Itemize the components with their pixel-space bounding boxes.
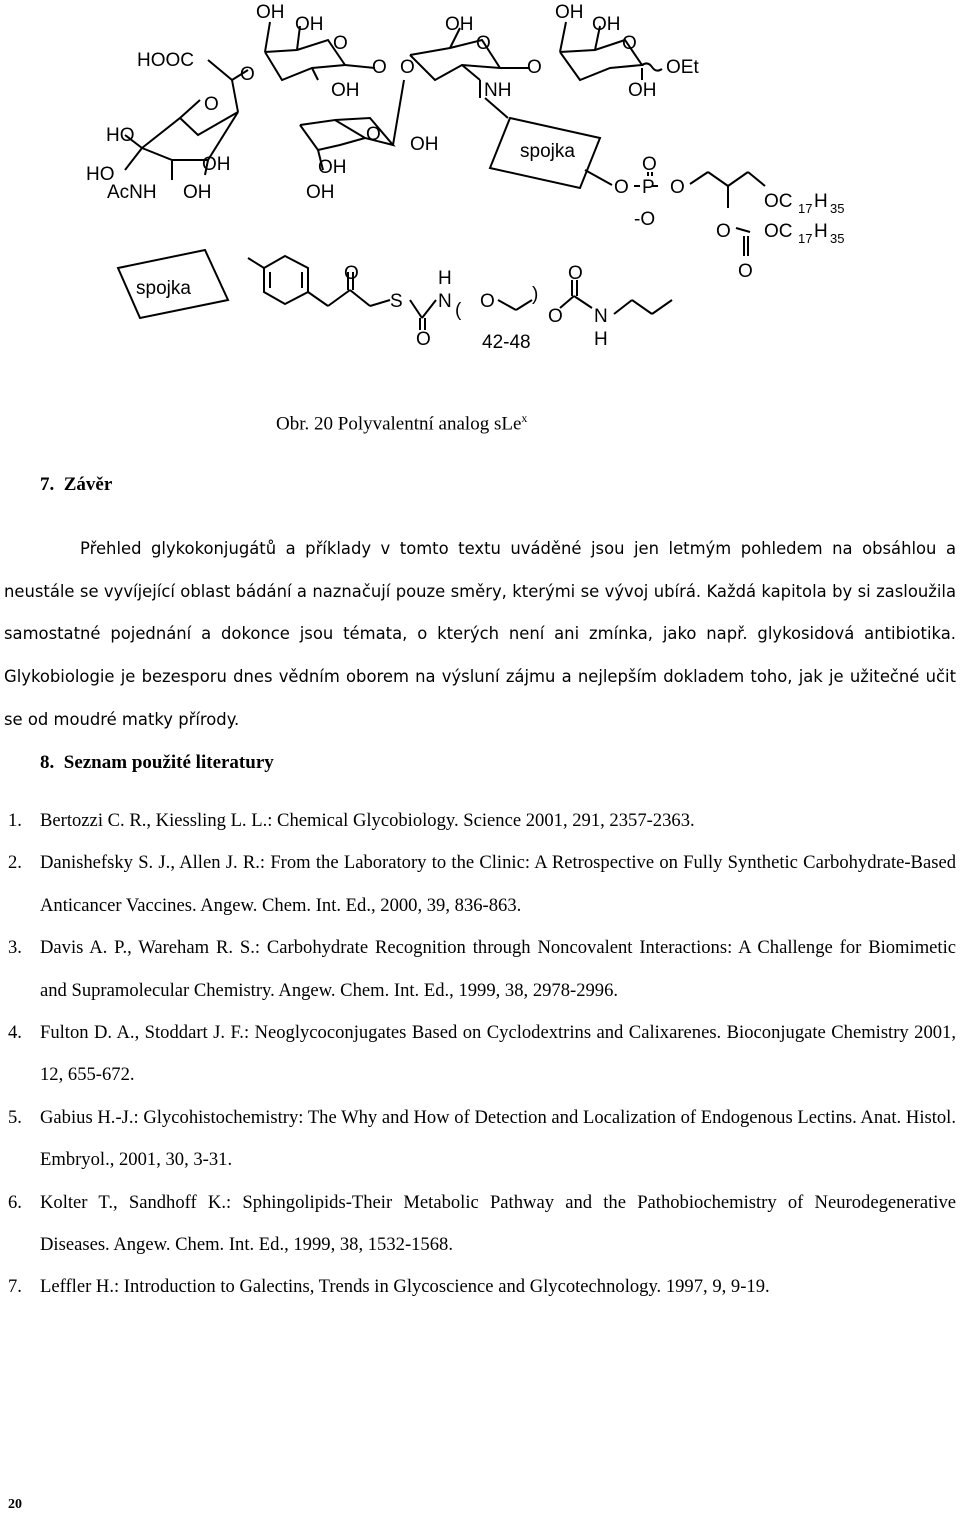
label-minus-o: -O — [634, 209, 656, 230]
label-o: O — [614, 177, 629, 198]
label-sub35: 35 — [830, 201, 845, 216]
label-o: O — [527, 57, 542, 78]
label-h: H — [438, 268, 452, 289]
label-o: O — [204, 94, 219, 115]
label-o: O — [480, 291, 495, 312]
glucosamine-residue — [410, 28, 530, 118]
reference-item — [8, 1182, 956, 1267]
reference-text: Davis A. P., Wareham R. S.: Carbohydrate Recognition through Noncovalent Interactions: A Challenge for Biomimetic and Supramolecular Chemistry. Angew. Chem. Int. Ed., 1999, 38, 2978-2996. — [40, 937, 956, 1001]
label-oh: OH — [256, 2, 285, 23]
label-o: O — [344, 263, 359, 284]
label-oh: OH — [410, 134, 439, 155]
label-h: H — [814, 191, 828, 212]
label-sub35: 35 — [830, 231, 845, 246]
label-o: O — [568, 263, 583, 284]
label-o: O — [642, 154, 657, 175]
label-oh: OH — [331, 80, 360, 101]
label-p: P — [642, 177, 655, 198]
reference-text: Gabius H.-J.: Glycohistochemistry: The Why and How of Detection and Localization of Endogenous Lectins. Anat. Histol. Embryol., 2001, 30, 3-31. — [40, 1106, 956, 1171]
caption-text: Obr. 20 Polyvalentní analog sLe — [276, 413, 522, 435]
label-o: O — [716, 221, 731, 242]
label-s: S — [390, 291, 403, 312]
reference-text: Kolter T., Sandhoff K.: Sphingolipids-Their Metabolic Pathway and the Pathobiochemistry of Neurodegenerative Diseases. Angew. Chem. Int. Ed., 1999, 38, 1532-1568. — [40, 1191, 956, 1256]
caption-sup: x — [521, 411, 528, 425]
label-oh: OH — [318, 157, 347, 178]
label-o: O — [476, 33, 491, 54]
label-h: H — [814, 221, 828, 242]
label-n: N — [594, 306, 608, 327]
page-number: 20 — [8, 1497, 22, 1512]
reference-list — [8, 800, 956, 1309]
section-title: Seznam použité literatury — [63, 752, 274, 773]
section-number: 7. — [40, 474, 55, 495]
label-spojka: spojka — [520, 141, 575, 162]
label-oh: OH — [445, 14, 474, 35]
reference-number: 7. — [8, 1276, 22, 1298]
label-h: H — [594, 329, 608, 350]
label-o: O — [372, 57, 387, 78]
label-oh: OH — [202, 154, 231, 175]
label-oh: OH — [295, 14, 324, 35]
label-oh: OH — [592, 14, 621, 35]
reference-text: Fulton D. A., Stoddart J. F.: Neoglycoconjugates Based on Cyclodextrins and Calixarenes. Bioconjugate Chemistry 2001, 12, 655-672. — [40, 1022, 956, 1086]
reference-item — [8, 1097, 956, 1182]
sLex-structure-figure — [0, 0, 960, 400]
label-o: O — [622, 33, 637, 54]
label-nh: NH — [484, 80, 512, 101]
reference-number: 1. — [8, 810, 22, 831]
label-oh: OH — [628, 80, 657, 101]
label-acnh: AcNH — [107, 182, 157, 203]
reference-number: 4. — [8, 1022, 22, 1044]
label-o: O — [416, 329, 431, 350]
reference-number: 5. — [8, 1106, 22, 1128]
label-o: O — [670, 177, 685, 198]
label-oc: OC — [764, 221, 793, 242]
reference-number: 2. — [8, 852, 22, 874]
label-o: O — [400, 57, 415, 78]
label-ho: HO — [86, 164, 115, 185]
reference-item — [8, 842, 956, 927]
label-sub17: 17 — [798, 201, 813, 216]
section-title: Závěr — [63, 474, 113, 495]
label-n: N — [438, 291, 452, 312]
label-hooc: HOOC — [137, 50, 194, 71]
label-o: O — [333, 33, 348, 54]
label-spojka: spojka — [136, 278, 191, 299]
label-oet: OEt — [666, 57, 699, 78]
reference-number: 3. — [8, 937, 22, 959]
label-oh: OH — [555, 2, 584, 23]
paragraph-text: Přehled glykokonjugátů a příklady v tomto textu uváděné jsou jen letmým pohledem na obsáhlou a neustále se vyvíjející oblast bádání a naznačují pouze směry, kterými se vývoj ubírá. Každá kapitola by si zasloužila samostatné pojednání a dokonce jsou témata, o kterých není ani zmínka, jako např. glykosidová antibiotika. Glykobiologie je bezesporu dnes vědním oborem na výsluní zájmu a nejlepším dokladem toho, jak je užitečné učit se od moudré matky přírody. — [4, 539, 956, 729]
section-number: 8. — [40, 752, 55, 773]
reference-number: 6. — [8, 1191, 22, 1213]
label-oh: OH — [306, 182, 335, 203]
figure-caption — [276, 411, 527, 435]
section-heading — [40, 752, 274, 774]
reference-text: Leffler H.: Introduction to Galectins, Trends in Glycoscience and Glycotechnology. 1997, 9, 9-19. — [40, 1276, 770, 1298]
label-oc: OC — [764, 191, 793, 212]
reference-item — [8, 1266, 956, 1308]
reference-item — [8, 800, 956, 842]
label-ho: HO — [106, 125, 135, 146]
label-oh: OH — [183, 182, 212, 203]
conclusion-paragraph — [4, 528, 956, 742]
label-sub17: 17 — [798, 231, 813, 246]
label-paren: ( — [455, 300, 462, 321]
label-repeat: 42-48 — [482, 332, 531, 353]
section-heading — [40, 474, 112, 496]
reference-item — [8, 1012, 956, 1097]
label-o: O — [240, 64, 255, 85]
reference-item — [8, 927, 956, 1012]
label-o: O — [738, 261, 753, 282]
reference-text: Danishefsky S. J., Allen J. R.: From the Laboratory to the Clinic: A Retrospective on Fully Synthetic Carbohydrate-Based Anticancer Vaccines. Angew. Chem. Int. Ed., 2000, 39, 836-863. — [40, 852, 956, 916]
label-o: O — [548, 306, 563, 327]
label-o: O — [366, 124, 381, 145]
reference-text: Bertozzi C. R., Kiessling L. L.: Chemical Glycobiology. Science 2001, 291, 2357-2363. — [40, 810, 695, 831]
label-paren: ) — [532, 284, 539, 305]
